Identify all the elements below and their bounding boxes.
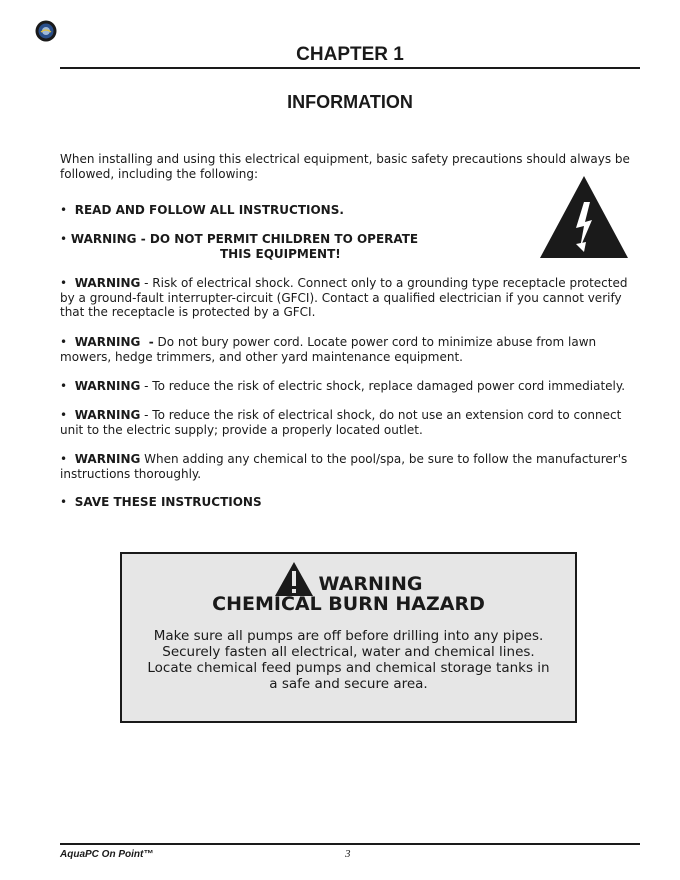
caution-triangle-icon bbox=[275, 562, 313, 596]
bullet-bold: WARNING - bbox=[74, 335, 154, 349]
list-item: • WARNING When adding any chemical to the pool/spa, be sure to follow the manufacturer's instructions thoroughly. bbox=[60, 452, 628, 481]
list-item: • WARNING - To reduce the risk of electrical shock, do not use an extension cord to connect unit to the electric supply; provide a properly located outlet. bbox=[60, 408, 622, 437]
bullet-bold: READ AND FOLLOW ALL INSTRUCTIONS. bbox=[74, 203, 344, 217]
high-voltage-warning-icon bbox=[540, 176, 628, 258]
bullet-bold: WARNING bbox=[74, 408, 141, 422]
bullet-bold-continued: THIS EQUIPMENT! bbox=[220, 246, 341, 261]
bullet-bold: SAVE THESE INSTRUCTIONS bbox=[74, 495, 262, 509]
list-item: • READ AND FOLLOW ALL INSTRUCTIONS. bbox=[60, 203, 344, 217]
intro-paragraph: When installing and using this electrical equipment, basic safety precautions should always be followed, including the following: bbox=[60, 152, 630, 181]
list-item: • WARNING - Do not bury power cord. Locate power cord to minimize abuse from lawn mowers, hedge trimmers, and other yard maintenance equipment. bbox=[60, 335, 597, 364]
bullet-text: When adding any chemical to the pool/spa, be sure to follow the manufacturer's instructions thoroughly. bbox=[60, 452, 628, 481]
section-title: INFORMATION bbox=[287, 92, 413, 112]
warning-box-title-row bbox=[122, 562, 575, 596]
footer-product-name: AquaPC On Point™ bbox=[60, 849, 154, 860]
page-number: 3 bbox=[345, 848, 351, 860]
list-item: • WARNING - Risk of electrical shock. Connect only to a grounding type receptacle protected by a ground-fault interrupter-circuit (GFCI). Contact a qualified electrician if you cannot verify that the receptacle is protected by a GFCI. bbox=[60, 276, 628, 319]
footer-divider bbox=[60, 843, 640, 845]
warning-box-body: Make sure all pumps are off before drilling into any pipes. Securely fasten all electrical, water and chemical lines. Locate chemical feed pumps and chemical storage tanks in a safe and secure area. bbox=[147, 628, 550, 692]
bullet-text: - To reduce the risk of electric shock, replace damaged power cord immediately. bbox=[140, 379, 626, 393]
chemical-hazard-warning-box bbox=[120, 552, 577, 723]
bullet-bold: WARNING bbox=[74, 276, 141, 290]
bullet-bold: WARNING bbox=[74, 379, 141, 393]
list-item: • SAVE THESE INSTRUCTIONS bbox=[60, 495, 262, 509]
aquapc-logo-icon bbox=[35, 20, 57, 42]
list-item: • WARNING - DO NOT PERMIT CHILDREN TO OPERATE THIS EQUIPMENT! bbox=[60, 232, 645, 261]
warning-box-title: WARNING bbox=[318, 573, 423, 595]
warning-box-subtitle: CHEMICAL BURN HAZARD bbox=[212, 593, 485, 615]
bullet-bold: WARNING bbox=[74, 452, 141, 466]
bullet-text: - To reduce the risk of electrical shock, do not use an extension cord to connect unit to the electric supply; provide a properly located outlet. bbox=[60, 408, 622, 437]
list-item: • WARNING - To reduce the risk of electric shock, replace damaged power cord immediately. bbox=[60, 379, 626, 393]
bullet-text: Do not bury power cord. Locate power cord to minimize abuse from lawn mowers, hedge trimmers, and other yard maintenance equipment. bbox=[60, 335, 597, 364]
bullet-bold: WARNING - DO NOT PERMIT CHILDREN TO OPERATE bbox=[70, 232, 419, 246]
chapter-heading: CHAPTER 1 bbox=[296, 44, 404, 65]
header-divider bbox=[60, 67, 640, 69]
bullet-text: - Risk of electrical shock. Connect only to a grounding type receptacle protected by a ground-fault interrupter-circuit (GFCI). Contact a qualified electrician if you cannot verify that the receptacle is protected by a GFCI. bbox=[60, 276, 628, 319]
